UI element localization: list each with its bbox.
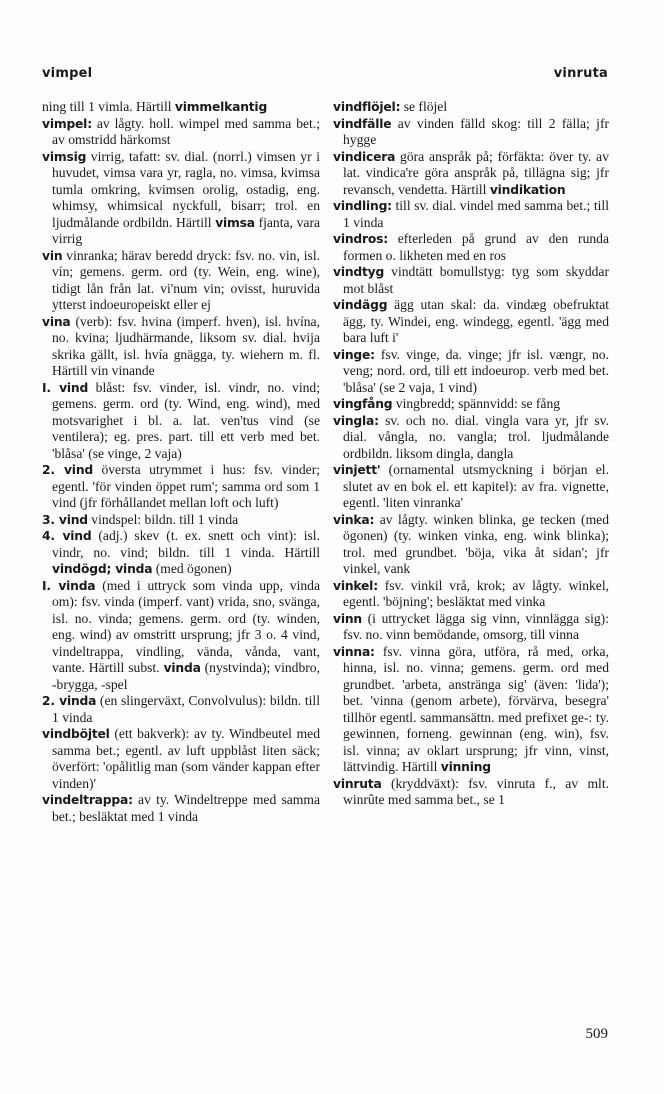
entry-headword: 4. vind — [42, 529, 92, 543]
entry-text: (i uttrycket lägga sig vinn, vinnlägga sig): fsv. no. vinn bemödande, omsorg, till vinna — [343, 610, 609, 642]
dictionary-entry — [333, 149, 609, 199]
entry-text: (ett bakverk): av ty. Windbeutel med samma bet.; egentl. av luft uppblåst liten säck; överfört: 'opålitlig man (som vänder kappan efter vinden)' — [52, 726, 320, 791]
dictionary-entry — [333, 462, 609, 512]
entry-text: göra anspråk på; förfäkta: över ty. av lat. vindica're göra anspråk på, tillägna sig; jfr revansch, vendetta. Härtill — [343, 148, 609, 197]
dictionary-entry — [42, 116, 320, 149]
entry-tail-text: fjanta, vara virrig — [52, 214, 321, 246]
derived-headword: vimsa — [215, 215, 255, 230]
entry-text: av ty. Windeltreppe med samma bet.; besläktat med 1 vinda — [52, 792, 320, 824]
dictionary-entry — [333, 396, 609, 413]
dictionary-entry — [333, 413, 609, 463]
dictionary-entry — [333, 512, 609, 578]
entry-headword: vindros: — [333, 232, 388, 246]
entry-text: (med i uttryck som vinda upp, vinda om): fsv. vinda (imperf. vant) vrida, sno, svänga, isl. no. vinda; gemens. germ. ord (ty. winden, eng. wind) av omstritt ursprung; jfr 3 o. 4 vind, vindeltrappa, vindling, vända, vånda, vant, vante. Härtill subst. — [52, 577, 320, 675]
dictionary-entry — [42, 248, 320, 314]
dictionary-entry — [42, 693, 320, 726]
entry-headword: vimsig — [42, 149, 87, 164]
entry-text: (verb): fsv. hvina (imperf. hven), isl. hvína, no. kvina; ljudhärmande, liksom sv. dial. hvija skrika gällt, isl. hvía gnägga, ty. wiehern m. fl. Härtill vin vinande — [52, 313, 320, 378]
running-head-left: vimpel — [42, 66, 93, 81]
entry-text: fsv. vinge, da. vinge; jfr isl. vængr, no. veng; nord. ord, till ett indoeurop. verb med bet. 'blåsa' (se 2 vaja, 1 vind) — [343, 346, 609, 395]
entry-text: ägg utan skal: da. vindæg obefruktat ägg, ty. Windei, eng. windegg, egentl. 'ägg med bara luft i' — [343, 297, 609, 345]
dictionary-entry — [42, 512, 320, 529]
derived-headword: vinda — [163, 661, 201, 675]
dictionary-entry — [333, 611, 609, 644]
entry-headword: vinjett' — [333, 463, 381, 477]
entry-text: sv. och no. dial. vingla vara yr, jfr sv. dial. vångla, no. vangla; trol. ljudmålande ordbildn. liksom dingla, dangla — [343, 412, 609, 461]
dictionary-entry — [333, 116, 609, 149]
entry-headword: vinkel: — [333, 578, 378, 593]
dictionary-entry — [42, 380, 320, 463]
entry-text: av vinden fälld skog: till 2 fälla; jfr hygge — [343, 115, 609, 147]
entry-headword: vinn — [333, 611, 362, 626]
dictionary-entry — [42, 528, 320, 578]
dictionary-entry — [42, 149, 320, 248]
entry-headword: I. vinda — [42, 578, 96, 593]
entry-text: vindspel: bildn. till 1 vinda — [87, 511, 239, 527]
entry-text: (kryddväxt): fsv. vinruta f., av mlt. winrûte med samma bet., se 1 — [343, 775, 609, 807]
dictionary-entry — [333, 231, 609, 264]
entry-headword: vingfång — [333, 397, 393, 411]
dictionary-entry — [42, 462, 320, 512]
dictionary-entry — [42, 578, 320, 694]
entry-headword: vindböjtel — [42, 727, 110, 741]
entry-text: fsv. vinna göra, utföra, rå med, orka, hinna, isl. no. vinna; gemens. germ. ord med grundbet. 'arbeta, anstränga sig' (även: 'lida'); bet. 'vinna (genom arbete), förvärva, besegra' tillhör egentl. sammansättn. med prefixet ge-: ty. gewinnen, forneng. gewinnan (eng. win), fsv. isl. vinna; av oklart ursprung; jfr vinn, vinst, lättvindig. Härtill — [343, 643, 609, 774]
derived-headword: vindögd; vinda — [52, 562, 153, 576]
entry-text: vinranka; härav beredd dryck: fsv. no. vin, isl. vín; gemens. germ. ord (ty. Wein, eng. wine), tidigt lån från lat. vi'num vin; ovisst, huruvida ytterst indoeuropeiskt eller ej — [52, 247, 320, 312]
entry-text: översta utrymmet i hus: fsv. vinder; egentl. 'för vinden öppet rum'; samma ord som 1 vind (jfr förhållandet mellan loft och luft) — [52, 462, 320, 510]
entry-text: ning till 1 vimla. Härtill — [42, 99, 175, 114]
entry-headword: 3. vind — [42, 512, 88, 527]
entry-headword: vina — [42, 314, 71, 329]
entry-headword: vinruta — [333, 776, 382, 791]
dictionary-entry — [333, 99, 609, 116]
dictionary-entry — [333, 264, 609, 297]
entry-headword: vindflöjel: — [333, 100, 401, 114]
entry-text: (ornamental utsmyckning i början el. slutet av en bok el. ett kapitel): av fra. vignette, egentl. 'liten vinranka' — [343, 462, 609, 510]
running-head-right: vinruta — [553, 66, 608, 81]
entry-headword: vinka: — [333, 512, 375, 527]
entry-headword: vimpel: — [42, 116, 92, 131]
dictionary-entry — [333, 776, 609, 809]
entry-headword: vindtyg — [333, 265, 385, 279]
entry-headword: vin — [42, 248, 63, 263]
entry-text: (adj.) skev (t. ex. snett och vint): isl. vindr, no. vind; bildn. till 1 vinda. Härtill — [52, 528, 320, 560]
entry-tail-text: (med ögonen) — [152, 561, 232, 576]
entry-headword: vindling: — [333, 199, 392, 213]
entry-text: blåst: fsv. vinder, isl. vindr, no. vind; gemens. germ. ord (ty. Wind, eng. wind), med motsvarighet i bl. a. lat. ven'tus vind (se ventilera); eg. pres. part. till ett verb med bet. 'blåsa' (se vinge, 2 vaja) — [52, 379, 320, 461]
page-number: 509 — [585, 1026, 608, 1042]
entry-headword: vinna: — [333, 644, 375, 659]
entry-text: fsv. vinkil vrå, krok; av lågty. winkel, egentl. 'böjning'; besläktat med vinka — [343, 577, 609, 609]
entry-headword: vindägg — [333, 298, 388, 312]
dictionary-entry — [42, 314, 320, 380]
entry-text: av lågty. winken blinka, ge tecken (med ögonen) (ty. winken vinka, eng. wink blinka); trol. med grundbet. 'böja, vika åt sidan'; jfr vinkel, vank — [343, 511, 609, 576]
dictionary-entry — [333, 578, 609, 611]
dictionary-entry — [333, 297, 609, 347]
entry-text: (en slingerväxt, Convolvulus): bildn. till 1 vinda — [52, 693, 320, 725]
entry-headword: vindeltrappa: — [42, 793, 133, 807]
entry-headword: I. vind — [42, 380, 89, 395]
derived-headword: vimmelkantig — [174, 100, 268, 114]
entry-text: virrig, tafatt: sv. dial. (norrl.) vimsen yr i huvudet, vimsa vara yr, ragla, no. vimsa, kvimsa tumla omkring, kvimsen orolig, ostadig, eng. whimsy, whimsical nyckfull, bisarr; trol. en ljudmålande ordbildn. Härtill — [52, 148, 320, 230]
left-column — [42, 99, 320, 825]
entry-text: vindtätt bomullstyg: tyg som skyddar mot blåst — [343, 264, 609, 296]
entry-text: av lågty. holl. wimpel med samma bet.; av omstridd härkomst — [52, 115, 320, 147]
entry-headword: 2. vind — [42, 463, 93, 477]
derived-headword: vindikation — [489, 182, 566, 197]
entry-text: efterleden på grund av den runda formen o. likheten med en ros — [343, 231, 609, 263]
entry-text: se flöjel — [400, 99, 448, 114]
entry-text: vingbredd; spännvidd: se fång — [392, 396, 561, 411]
entry-text: till sv. dial. vindel med samma bet.; till 1 vinda — [343, 198, 609, 230]
entry-headword: vingla: — [333, 413, 379, 428]
dictionary-entry — [42, 792, 320, 825]
right-column — [333, 99, 609, 809]
dictionary-entry — [42, 726, 320, 792]
derived-headword: vinning — [440, 760, 491, 774]
entry-tail-text: (nystvinda); vindbro, -brygga, -spel — [52, 660, 320, 692]
dictionary-entry — [333, 198, 609, 231]
entry-headword: 2. vinda — [42, 694, 97, 708]
entry-headword: vindicera — [333, 149, 396, 164]
dictionary-entry — [333, 644, 609, 776]
entry-headword: vinge: — [333, 347, 375, 362]
entry-headword: vindfälle — [333, 116, 392, 131]
dictionary-entry — [333, 347, 609, 397]
dictionary-entry — [42, 99, 320, 116]
